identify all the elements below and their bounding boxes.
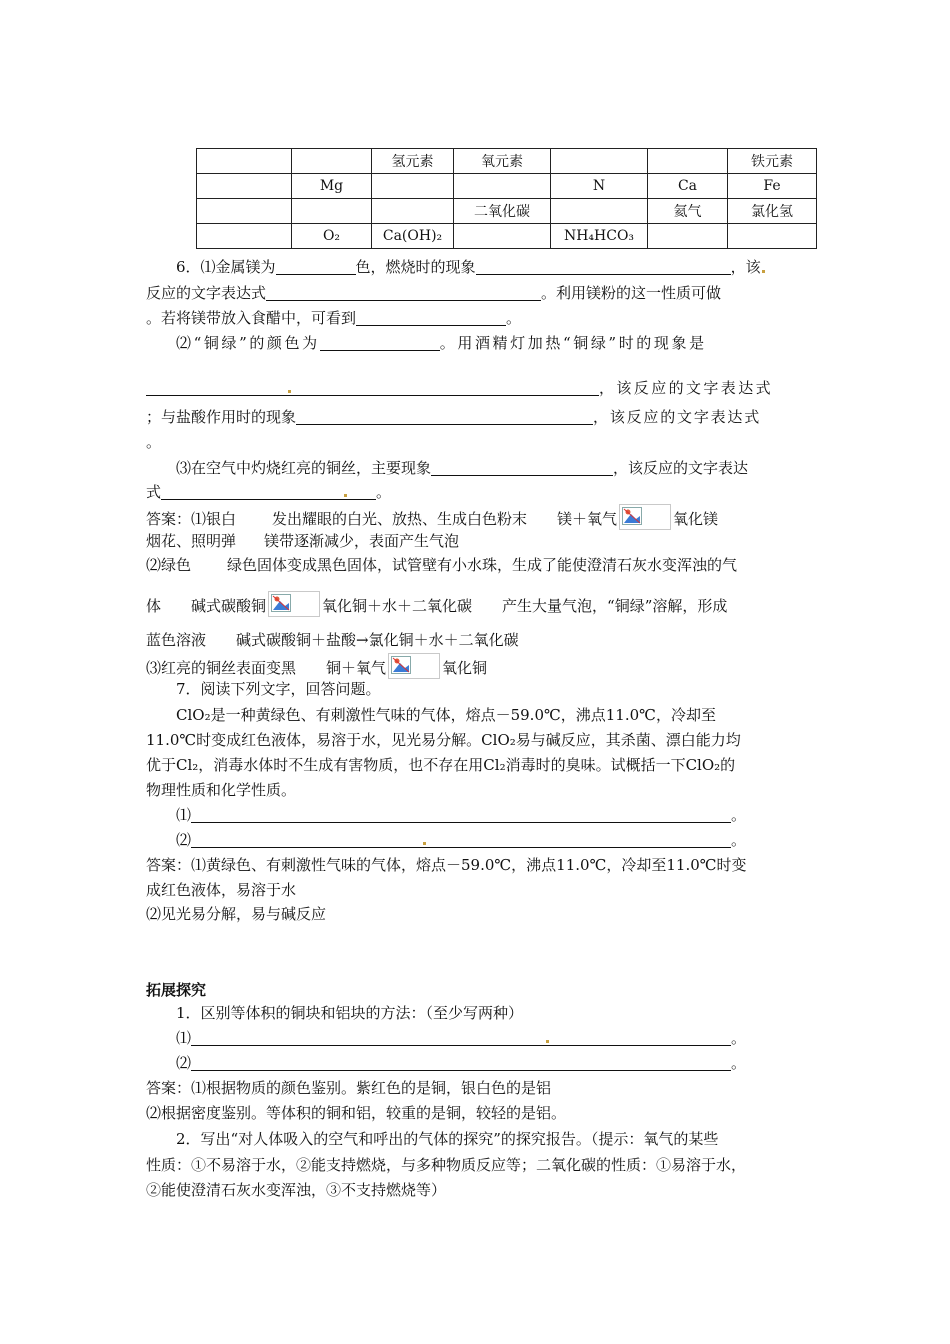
table-row bbox=[197, 224, 817, 249]
q7-para-2 bbox=[146, 730, 741, 750]
table-cell bbox=[648, 149, 728, 174]
table-cell bbox=[197, 224, 292, 249]
answer-text: ⑵绿色 bbox=[146, 556, 192, 574]
answer-text: 碱式碳酸铜＋盐酸→氯化铜＋水＋二氧化碳 bbox=[236, 631, 519, 649]
ext-item-1 bbox=[176, 1028, 746, 1048]
speck-mark bbox=[762, 270, 765, 273]
ext-text: 2．写出“对人体吸入的空气和呼出的气体的探究”的探究报告。（提示：氧气的某些 bbox=[176, 1130, 719, 1148]
q6-line-4 bbox=[176, 333, 707, 353]
table-cell: 氢元素 bbox=[372, 149, 454, 174]
q6-text: ，该 bbox=[730, 258, 761, 276]
table-cell bbox=[728, 224, 817, 249]
table-cell bbox=[292, 149, 372, 174]
table-row bbox=[197, 199, 817, 224]
q7-text: 优于Cl₂，消毒水体时不生成有害物质，也不存在用Cl₂消毒时的臭味。试概括一下ClO₂的 bbox=[146, 756, 736, 774]
table-cell bbox=[292, 199, 372, 224]
answer-blank[interactable] bbox=[276, 259, 356, 275]
answer-blank[interactable] bbox=[356, 310, 506, 326]
speck-mark bbox=[423, 842, 426, 845]
table-cell: NH₄HCO₃ bbox=[551, 224, 648, 249]
q7-text: ⑵ bbox=[176, 831, 192, 849]
answer-text: 答案：⑴根据物质的颜色鉴别。紫红色的是铜，银白色的是铝 bbox=[146, 1079, 552, 1097]
table-cell bbox=[372, 174, 454, 199]
ext-q2-line-2 bbox=[146, 1155, 746, 1175]
q6-line-8 bbox=[176, 458, 748, 478]
table-row bbox=[197, 174, 817, 199]
answer-text: 产生大量气泡，“铜绿”溶解，形成 bbox=[502, 597, 728, 615]
q6-text: 6．⑴金属镁为 bbox=[176, 258, 276, 276]
answer-blank[interactable] bbox=[191, 1055, 731, 1071]
heading-text: 拓展探究 bbox=[146, 981, 207, 999]
table-cell: O₂ bbox=[292, 224, 372, 249]
q6-answer-line-4 bbox=[146, 591, 727, 617]
ext-text: ⑵ bbox=[176, 1054, 192, 1072]
table-cell bbox=[197, 199, 292, 224]
speck-mark bbox=[546, 1040, 549, 1043]
broken-image-icon bbox=[388, 653, 440, 679]
broken-image-icon bbox=[619, 504, 671, 530]
q6-line-2 bbox=[146, 283, 721, 303]
table-cell: N bbox=[551, 174, 648, 199]
q6-text: 式 bbox=[146, 483, 162, 501]
ext-text: ⑴ bbox=[176, 1029, 192, 1047]
q6-text: 色，燃烧时的现象 bbox=[355, 258, 476, 276]
table-cell: 氦气 bbox=[648, 199, 728, 224]
table-cell bbox=[197, 174, 292, 199]
q6-text: ，该反应的文字表达 bbox=[613, 459, 749, 477]
q6-text: ⑶在空气中灼烧红亮的铜丝，主要现象 bbox=[176, 459, 432, 477]
q6-line-1 bbox=[176, 257, 761, 277]
answer-blank[interactable] bbox=[476, 259, 731, 275]
answer-blank[interactable] bbox=[320, 335, 440, 351]
answer-text: 烟花、照明弹 bbox=[146, 532, 237, 550]
q6-answer-line-1 bbox=[146, 504, 718, 530]
q7-para-4 bbox=[146, 780, 296, 800]
q7-text: 。 bbox=[731, 831, 747, 849]
q7-text: ⑴ bbox=[176, 806, 192, 824]
q7-text: 7．阅读下列文字，回答问题。 bbox=[176, 680, 381, 698]
answer-text: 成红色液体，易溶于水 bbox=[146, 881, 297, 899]
table-cell: 铁元素 bbox=[728, 149, 817, 174]
q6-text: 。 bbox=[376, 483, 392, 501]
answer-blank[interactable] bbox=[296, 409, 593, 425]
q6-text: ；与盐酸作用时的现象 bbox=[146, 408, 297, 426]
q6-text: ，该反应的文字表达式 bbox=[599, 379, 774, 397]
answer-text: 蓝色溶液 bbox=[146, 631, 207, 649]
table-cell: 氧元素 bbox=[454, 149, 551, 174]
table-cell: Mg bbox=[292, 174, 372, 199]
q7-answer-2 bbox=[146, 880, 296, 900]
q7-item-1 bbox=[176, 805, 746, 825]
ext-item-2 bbox=[176, 1053, 746, 1073]
answer-text: 镁＋氧气 bbox=[557, 510, 618, 528]
answer-text: ⑵见光易分解，易与碱反应 bbox=[146, 905, 327, 923]
q7-item-2 bbox=[176, 830, 746, 850]
q6-text: ⑵“铜绿”的颜色为 bbox=[176, 334, 320, 352]
answer-text: 答案：⑴黄绿色、有刺激性气味的气体，熔点－59.0℃，沸点11.0℃，冷却至11.0℃时变 bbox=[146, 856, 747, 874]
q6-line-7 bbox=[146, 432, 161, 452]
q7-title bbox=[176, 679, 381, 699]
ext-text: 性质：①不易溶于水，②能支持燃烧，与多种物质反应等；二氧化碳的性质：①易溶于水， bbox=[146, 1156, 747, 1174]
q6-answer-line-5 bbox=[146, 630, 519, 650]
q7-text: 11.0℃时变成红色液体，易溶于水，见光易分解。ClO₂易与碱反应，其杀菌、漂白能力均 bbox=[146, 731, 741, 749]
ext-text: 1．区别等体积的铜块和铝块的方法：（至少写两种） bbox=[176, 1004, 524, 1022]
q6-text: 。用酒精灯加热“铜绿”时的现象是 bbox=[439, 334, 707, 352]
ext-text: 。 bbox=[731, 1054, 747, 1072]
answer-text: 答案：⑴银白 bbox=[146, 510, 237, 528]
speck-mark bbox=[288, 390, 291, 393]
q6-text: 。 bbox=[506, 309, 522, 327]
answer-text: 氧化铜 bbox=[442, 659, 488, 677]
ext-answer-1 bbox=[146, 1078, 551, 1098]
q6-answer-line-3 bbox=[146, 555, 737, 575]
q7-answer-3 bbox=[146, 904, 326, 924]
ext-q2-line-3 bbox=[146, 1180, 446, 1200]
answer-blank[interactable] bbox=[431, 460, 613, 476]
q7-text: ClO₂是一种黄绿色、有刺激性气味的气体，熔点－59.0℃，沸点11.0℃，冷却至 bbox=[176, 706, 716, 724]
ext-q1 bbox=[176, 1003, 523, 1023]
broken-image-icon bbox=[268, 591, 320, 617]
table-cell bbox=[648, 224, 728, 249]
speck-mark bbox=[344, 494, 347, 497]
q7-para-1 bbox=[176, 705, 716, 725]
answer-text: 氧化镁 bbox=[673, 510, 719, 528]
q6-line-6 bbox=[146, 407, 761, 427]
q6-line-5 bbox=[146, 378, 773, 398]
element-table bbox=[196, 148, 817, 249]
q6-text: ，该反应的文字表达式 bbox=[593, 408, 762, 426]
answer-blank[interactable] bbox=[161, 484, 376, 500]
answer-text: 镁带逐渐减少，表面产生气泡 bbox=[264, 532, 460, 550]
table-cell: 氯化氢 bbox=[728, 199, 817, 224]
answer-text: 氧化铜＋水＋二氧化碳 bbox=[322, 597, 473, 615]
table-row bbox=[197, 149, 817, 174]
table-cell: Ca bbox=[648, 174, 728, 199]
table-cell bbox=[454, 224, 551, 249]
q6-answer-line-6 bbox=[146, 653, 487, 679]
answer-text: 铜＋氧气 bbox=[326, 659, 387, 677]
table-cell: Ca(OH)₂ bbox=[372, 224, 454, 249]
answer-blank[interactable] bbox=[191, 1030, 731, 1046]
table-cell bbox=[551, 199, 648, 224]
answer-blank[interactable] bbox=[191, 832, 731, 848]
q6-line-3 bbox=[146, 308, 521, 328]
ext-text: 。 bbox=[731, 1029, 747, 1047]
q6-line-9 bbox=[146, 482, 391, 502]
q7-para-3 bbox=[146, 755, 735, 775]
q6-text: 。利用镁粉的这一性质可做 bbox=[541, 284, 722, 302]
q7-text: 。 bbox=[731, 806, 747, 824]
table-cell: Fe bbox=[728, 174, 817, 199]
section-heading bbox=[146, 980, 206, 1000]
table-cell bbox=[551, 149, 648, 174]
answer-text: ⑵根据密度鉴别。等体积的铜和铝，较重的是铜，较轻的是铝。 bbox=[146, 1104, 567, 1122]
answer-text: ⑶红亮的铜丝表面变黑 bbox=[146, 659, 297, 677]
q6-answer-line-2 bbox=[146, 531, 459, 551]
table-cell bbox=[372, 199, 454, 224]
answer-text: 体 bbox=[146, 597, 162, 615]
q6-text: 反应的文字表达式 bbox=[146, 284, 267, 302]
q7-answer-1 bbox=[146, 855, 747, 875]
answer-text: 发出耀眼的白光、放热、生成白色粉末 bbox=[272, 510, 528, 528]
ext-q2-line-1 bbox=[176, 1129, 718, 1149]
q6-text: 。若将镁带放入食醋中，可看到 bbox=[146, 309, 357, 327]
q7-text: 物理性质和化学性质。 bbox=[146, 781, 297, 799]
answer-blank[interactable] bbox=[146, 380, 599, 396]
q6-text: 。 bbox=[146, 433, 162, 451]
table-cell bbox=[197, 149, 292, 174]
table-cell bbox=[454, 174, 551, 199]
table-cell: 二氧化碳 bbox=[454, 199, 551, 224]
ext-answer-2 bbox=[146, 1103, 566, 1123]
ext-text: ②能使澄清石灰水变浑浊，③不支持燃烧等） bbox=[146, 1181, 447, 1199]
answer-blank[interactable] bbox=[266, 285, 541, 301]
answer-text: 绿色固体变成黑色固体，试管壁有小水珠，生成了能使澄清石灰水变浑浊的气 bbox=[227, 556, 738, 574]
answer-blank[interactable] bbox=[191, 807, 731, 823]
answer-text: 碱式碳酸铜 bbox=[191, 597, 267, 615]
